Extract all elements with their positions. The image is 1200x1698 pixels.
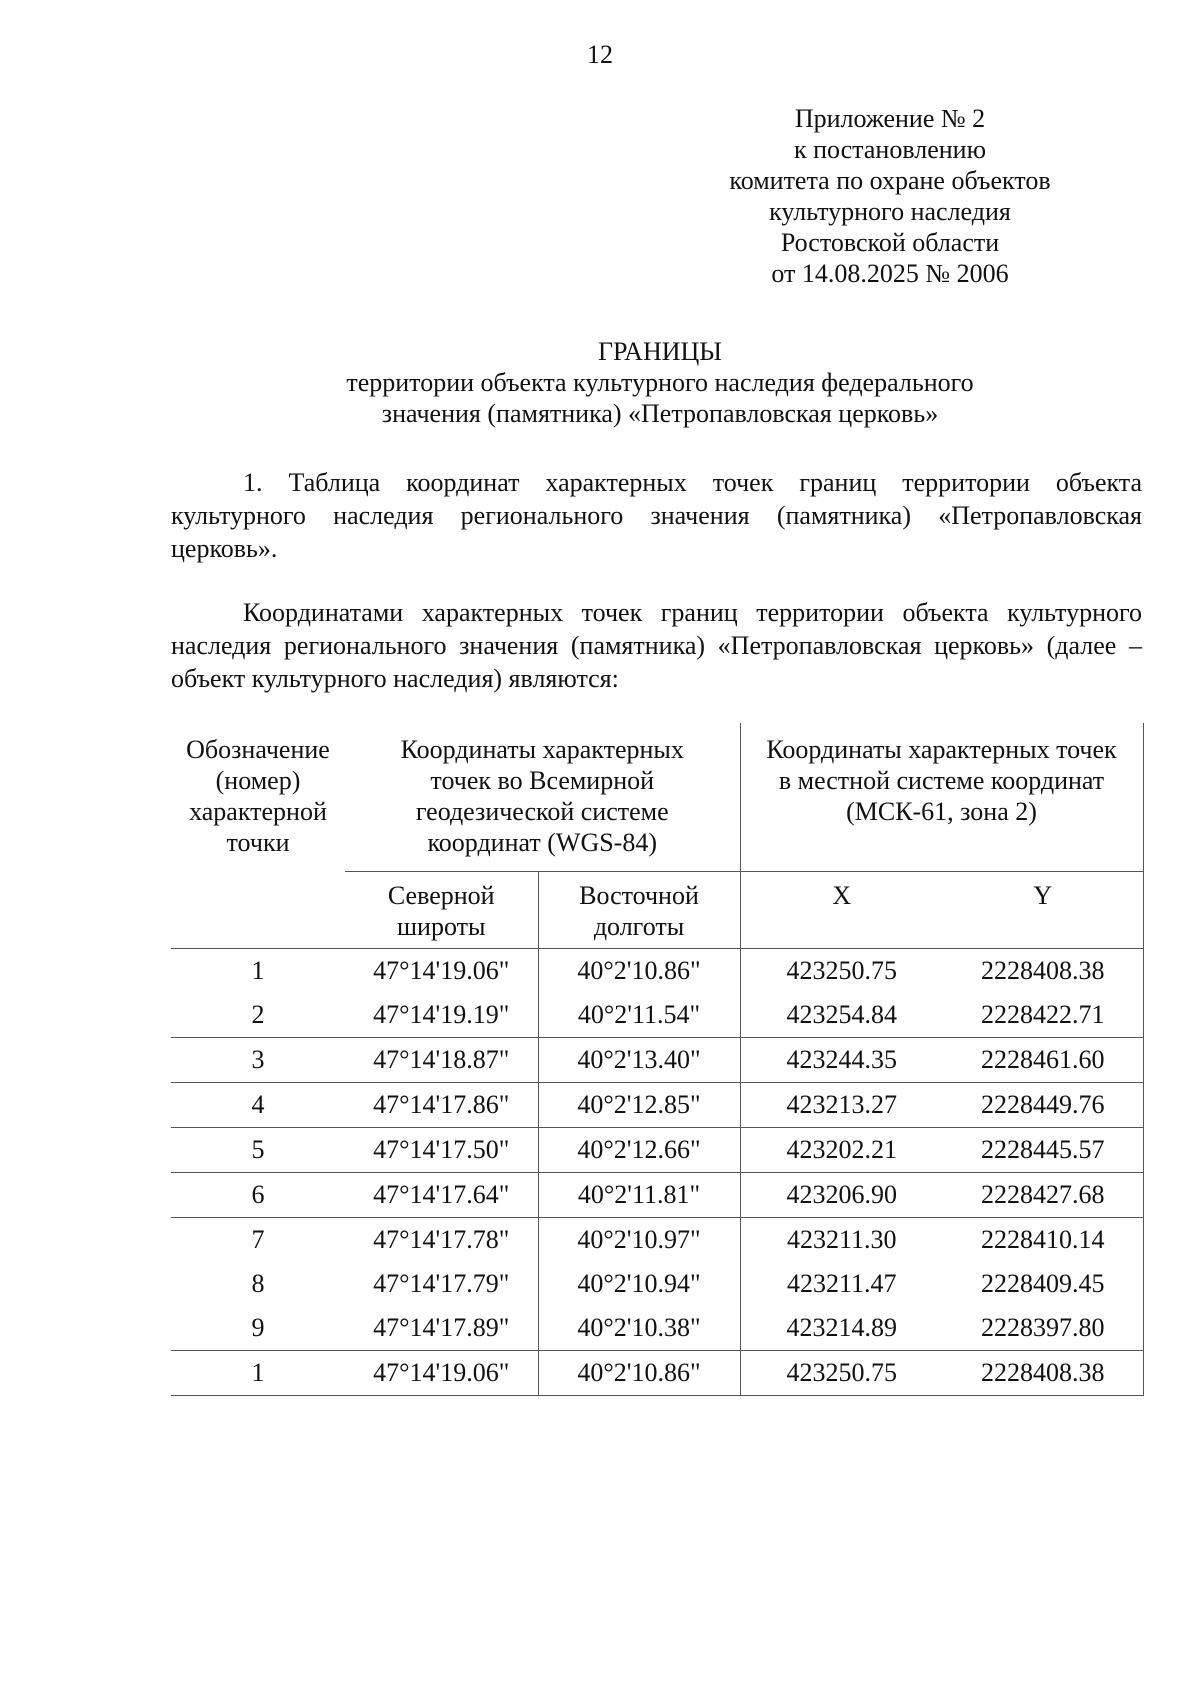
- table-row: [171, 1217, 1143, 1262]
- cell-point-number: 5: [171, 1127, 345, 1172]
- cell-longitude: 40°2'10.86": [538, 948, 740, 993]
- header-east-longitude: Восточной долготы: [538, 871, 740, 948]
- cell-x: 423211.47: [786, 1269, 897, 1298]
- cell-point-number: 2: [171, 993, 345, 1038]
- cell-latitude: 47°14'19.06": [345, 1350, 538, 1395]
- header-north-latitude: Северной широты: [345, 871, 538, 948]
- table-row: [171, 1306, 1143, 1351]
- cell-point-number: 7: [251, 1225, 265, 1254]
- cell-latitude: 47°14'17.89": [345, 1306, 538, 1351]
- appendix-block: [725, 103, 1055, 289]
- cell-longitude: 40°2'12.85": [538, 1082, 740, 1127]
- cell-x: 423206.90: [740, 1172, 943, 1217]
- appendix-line: комитета по охране объектов: [729, 166, 1051, 195]
- table-row: [171, 1350, 1143, 1395]
- header-msk61: Координаты характерных точек в местной системе координат (МСК-61, зона 2): [740, 723, 1143, 871]
- header-x: X: [740, 871, 943, 948]
- cell-x: 423244.35: [740, 1037, 943, 1082]
- cell-latitude: 47°14'19.06": [345, 948, 538, 993]
- cell-point-number: 8: [251, 1269, 265, 1298]
- heading-subtitle-line: значения (памятника) «Петропавловская церковь»: [381, 399, 939, 428]
- cell-point-number: 1: [171, 1350, 345, 1395]
- cell-point-number: 4: [171, 1082, 345, 1127]
- page-number: 12: [587, 40, 613, 69]
- cell-x: 423211.30: [786, 1225, 897, 1254]
- appendix-line: культурного наследия: [769, 197, 1011, 226]
- table-row: [171, 1127, 1143, 1172]
- cell-longitude: 40°2'10.97": [538, 1217, 740, 1262]
- cell-longitude: 40°2'11.81": [538, 1172, 740, 1217]
- table-row: [171, 1172, 1143, 1217]
- cell-y: 2228461.60: [943, 1037, 1143, 1082]
- cell-point-number: 6: [171, 1172, 345, 1217]
- coordinates-table: [171, 723, 1144, 1396]
- table-row: [171, 993, 1143, 1038]
- cell-y: 2228410.14: [943, 1217, 1143, 1262]
- cell-y: 2228408.38: [943, 948, 1143, 993]
- cell-point-number: 9: [171, 1306, 345, 1351]
- table-row: [171, 1037, 1143, 1082]
- cell-latitude: 47°14'19.19": [345, 993, 538, 1038]
- cell-y: 2228427.68: [943, 1172, 1143, 1217]
- cell-latitude: 47°14'17.86": [345, 1082, 538, 1127]
- cell-longitude: 40°2'11.54": [538, 993, 740, 1038]
- cell-latitude: 47°14'17.50": [345, 1127, 538, 1172]
- cell-y: 2228449.76: [943, 1082, 1143, 1127]
- header-point-designation: Обозначение (номер) характерной точки: [171, 723, 345, 948]
- cell-y: 2228422.71: [943, 993, 1143, 1038]
- cell-longitude: 40°2'10.94": [538, 1262, 740, 1306]
- heading-subtitle-line: территории объекта культурного наследия федерального: [346, 368, 974, 397]
- cell-point-number: 3: [171, 1037, 345, 1082]
- cell-latitude: 47°14'17.64": [345, 1172, 538, 1217]
- cell-latitude: 47°14'18.87": [345, 1037, 538, 1082]
- cell-x: 423250.75: [740, 1350, 943, 1395]
- appendix-line: Приложение № 2: [794, 104, 986, 133]
- paragraph-coordinates-intro: Координатами характерных точек границ территории объекта культурного наследия регионального значения (памятника) «Петропавловская церковь» (далее – объект культурного наследия) являются:: [171, 598, 1142, 693]
- heading-title: ГРАНИЦЫ: [598, 337, 722, 366]
- cell-x: 423213.27: [740, 1082, 943, 1127]
- document-heading: [160, 336, 1160, 429]
- cell-latitude: 47°14'17.79": [345, 1262, 538, 1306]
- header-y: Y: [943, 871, 1143, 948]
- cell-x: 423250.75: [786, 956, 897, 985]
- cell-x: 423202.21: [740, 1127, 943, 1172]
- cell-x: 423254.84: [740, 993, 943, 1038]
- appendix-line: Ростовской области: [780, 228, 1000, 257]
- table-row: [171, 1082, 1143, 1127]
- cell-y: 2228445.57: [943, 1127, 1143, 1172]
- header-wgs84: Координаты характерных точек во Всемирной геодезической системе координат (WGS-84): [400, 735, 684, 857]
- cell-longitude: 40°2'10.86": [538, 1350, 740, 1395]
- cell-longitude: 40°2'13.40": [538, 1037, 740, 1082]
- cell-longitude: 40°2'10.38": [538, 1306, 740, 1351]
- cell-y: 2228408.38: [943, 1350, 1143, 1395]
- table-row: [171, 948, 1143, 993]
- cell-x: 423214.89: [740, 1306, 943, 1351]
- cell-longitude: 40°2'12.66": [538, 1127, 740, 1172]
- appendix-line: к постановлению: [793, 135, 987, 164]
- cell-latitude: 47°14'17.78": [345, 1217, 538, 1262]
- cell-point-number: 1: [251, 956, 265, 985]
- table-row: [171, 1262, 1143, 1306]
- cell-y: 2228409.45: [943, 1262, 1143, 1306]
- paragraph-table-intro: 1. Таблица координат характерных точек границ территории объекта культурного наследия регионального значения (памятника) «Петропавловская церковь».: [171, 468, 1142, 563]
- appendix-line: от 14.08.2025 № 2006: [771, 259, 1009, 288]
- cell-y: 2228397.80: [943, 1306, 1143, 1351]
